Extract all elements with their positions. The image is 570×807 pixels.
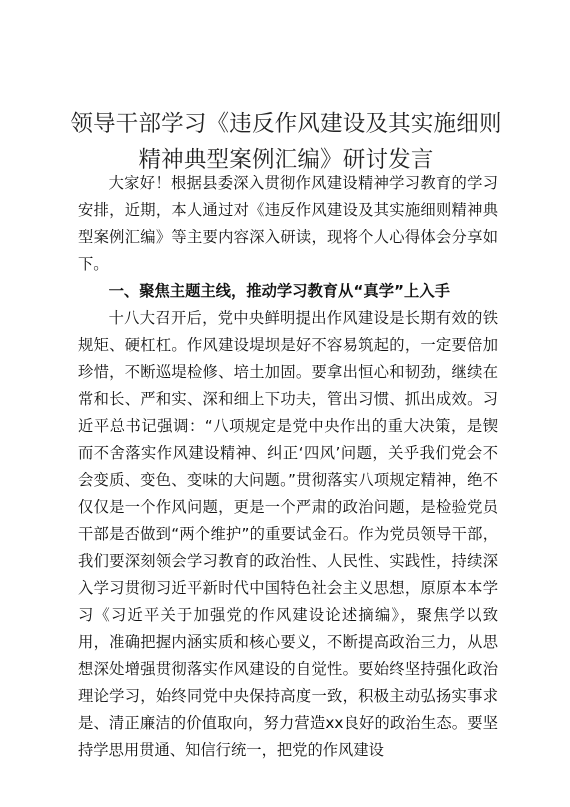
document-title: 领导干部学习《违反作风建设及其实施细则精神典型案例汇编》研讨发言 xyxy=(70,111,502,173)
document-body xyxy=(78,170,498,764)
intro-paragraph: 大家好！根据县委深入贯彻作风建设精神学习教育的学习安排，近期，本人通过对《违反作风建设及其实施细则精神典型案例汇编》等主要内容深入研读，现将个人心得体会分享如下。 xyxy=(78,174,498,273)
section-heading: 一、聚焦主题主线，推动学习教育从“真学”上入手 xyxy=(108,282,450,300)
body-paragraph: 十八大召开后，党中央鲜明提出作风建设是长期有效的铁规矩、硬杠杠。作风建设堤坝是好不容易筑起的，一定要倍加珍惜，不断巡堤检修、培土加固。要拿出恒心和韧劲，继续在常和长、严和实、深和细上下功夫，管出习惯、抓出成效。习近平总书记强调：“八项规定是党中央作出的重大决策，是锲而不舍落实作风建设精神、纠正‘四风’问题，关乎我们党会不会变质、变色、变味的大问题。”贯彻落实八项规定精神，绝不仅仅是一个作风问题，更是一个严肃的政治问题，是检验党员干部是否做到“两个维护”的重要试金石。作为党员领导干部，我们要深刻领会学习教育的政治性、人民性、实践性，持续深入学习贯彻习近平新时代中国特色社会主义思想，原原本本学习《习近平关于加强党的作风建设论述摘编》，聚焦学以致用，准确把握内涵实质和核心要义，不断提高政治三力，从思想深处增强贯彻落实作风建设的自觉性。要始终坚持强化政治理论学习，始终同党中央保持高度一致，积极主动弘扬实事求是、清正廉洁的价值取向，努力营造xx良好的政治生态。要坚持学思用贯通、知信行统一，把党的作风建设 xyxy=(78,309,498,759)
